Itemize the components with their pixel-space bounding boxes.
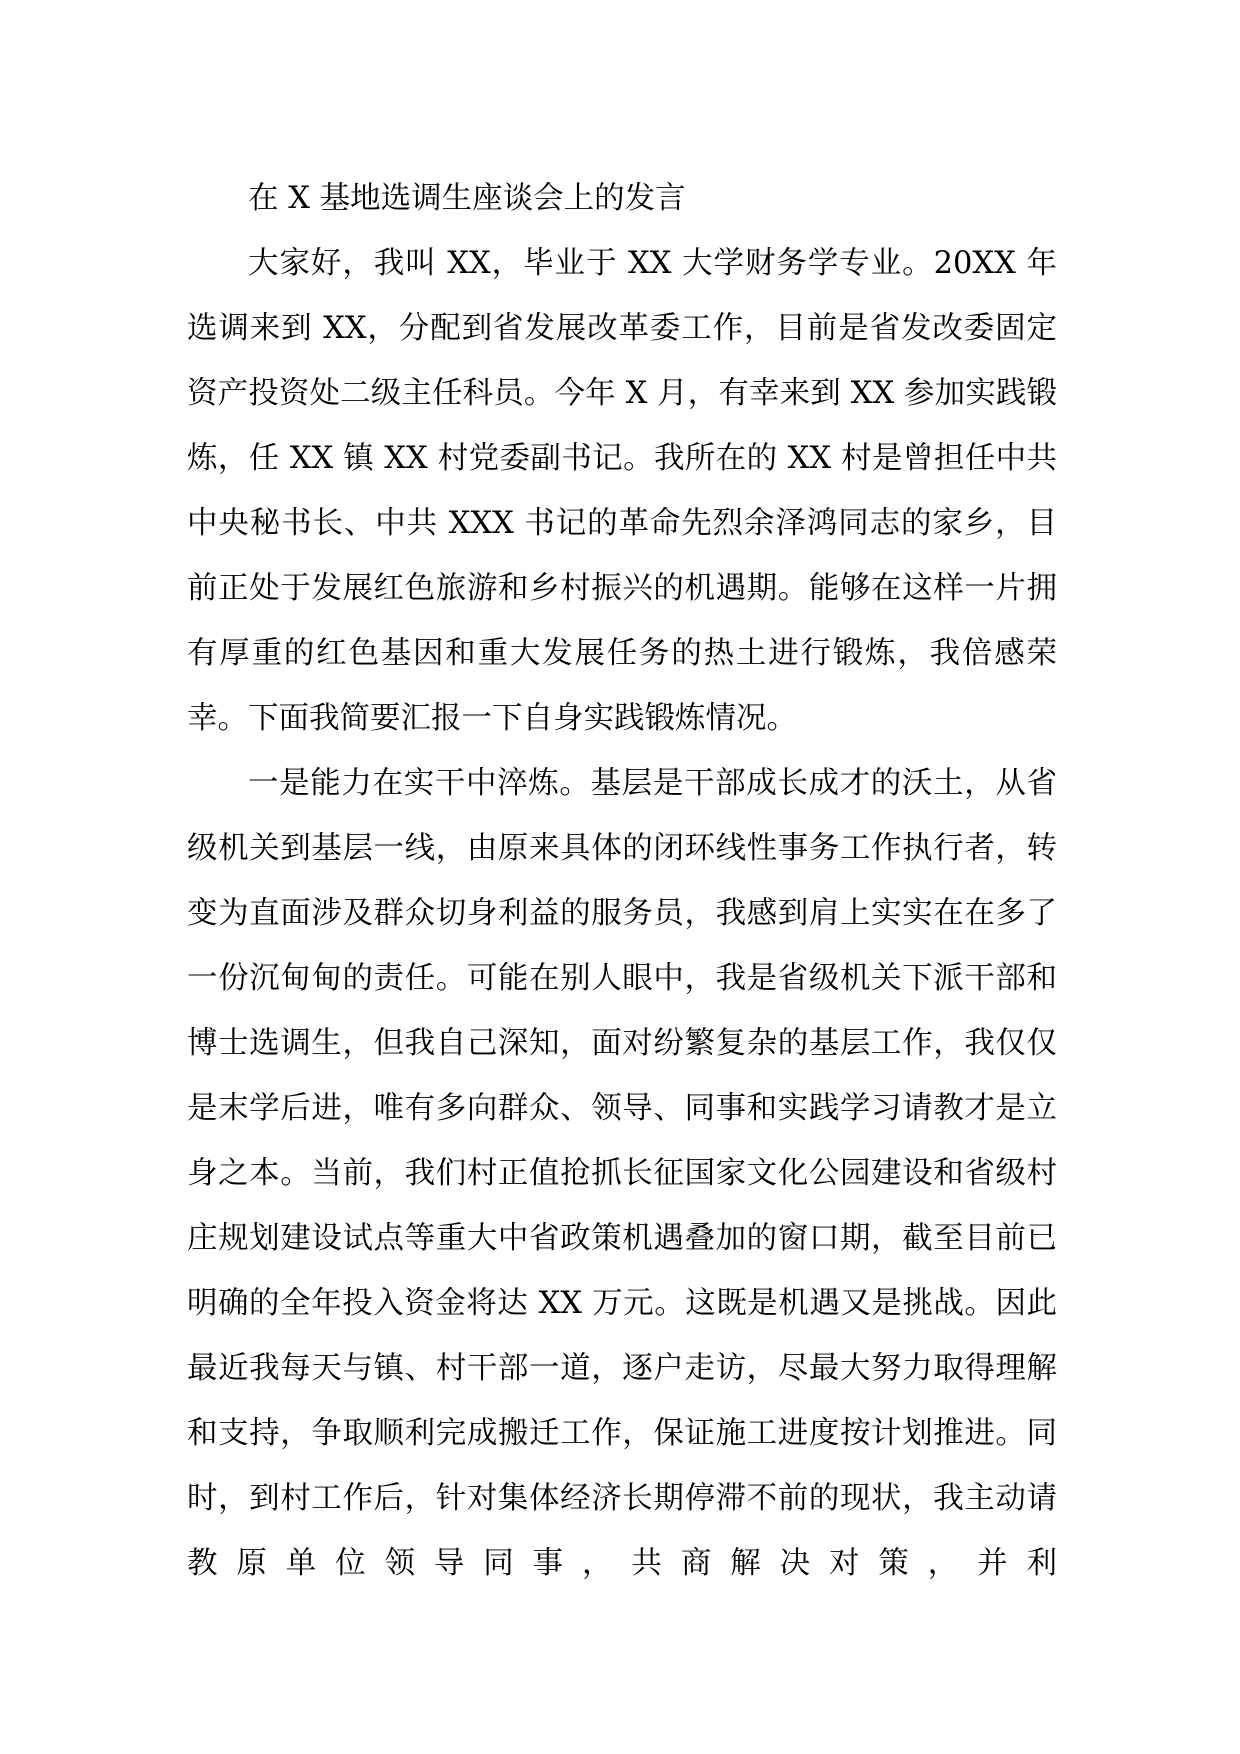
document-page bbox=[187, 166, 1057, 1596]
paragraph-ability-training: 一是能力在实干中淬炼。基层是干部成长成才的沃土，从省级机关到基层一线，由原来具体的闭环线性事务工作执行者，转变为直面涉及群众切身利益的服务员，我感到肩上实实在在多了一份沉甸甸的责任。可能在别人眼中，我是省级机关下派干部和博士选调生，但我自己深知，面对纷繁复杂的基层工作，我仅仅是末学后进，唯有多向群众、领导、同事和实践学习请教才是立身之本。当前，我们村正值抢抓长征国家文化公园建设和省级村庄规划建设试点等重大中省政策机遇叠加的窗口期，截至目前已明确的全年投入资金将达 XX 万元。这既是机遇又是挑战。因此最近我每天与镇、村干部一道，逐户走访，尽最大努力取得理解和支持，争取顺利完成搬迁工作，保证施工进度按计划推进。同时，到村工作后，针对集体经济长期停滞不前的现状，我主动请教原单位领导同事，共商解决对策，并利 bbox=[187, 766, 1057, 1581]
document-title: 在 X 基地选调生座谈会上的发言 bbox=[248, 181, 686, 216]
paragraph-introduction: 大家好，我叫 XX，毕业于 XX 大学财务学专业。20XX 年选调来到 XX，分配到省发展改革委工作，目前是省发改委固定资产投资处二级主任科员。今年 X 月，有幸来到 XX 参加实践锻炼，任 XX 镇 XX 村党委副书记。我所在的 XX 村是曾担任中共中央秘书长、中共 XXX 书记的革命先烈余泽鸿同志的家乡，目前正处于发展红色旅游和乡村振兴的机遇期。能够在这样一片拥有厚重的红色基因和重大发展任务的热土进行锻炼，我倍感荣幸。下面我简要汇报一下自身实践锻炼情况。 bbox=[187, 246, 1057, 736]
